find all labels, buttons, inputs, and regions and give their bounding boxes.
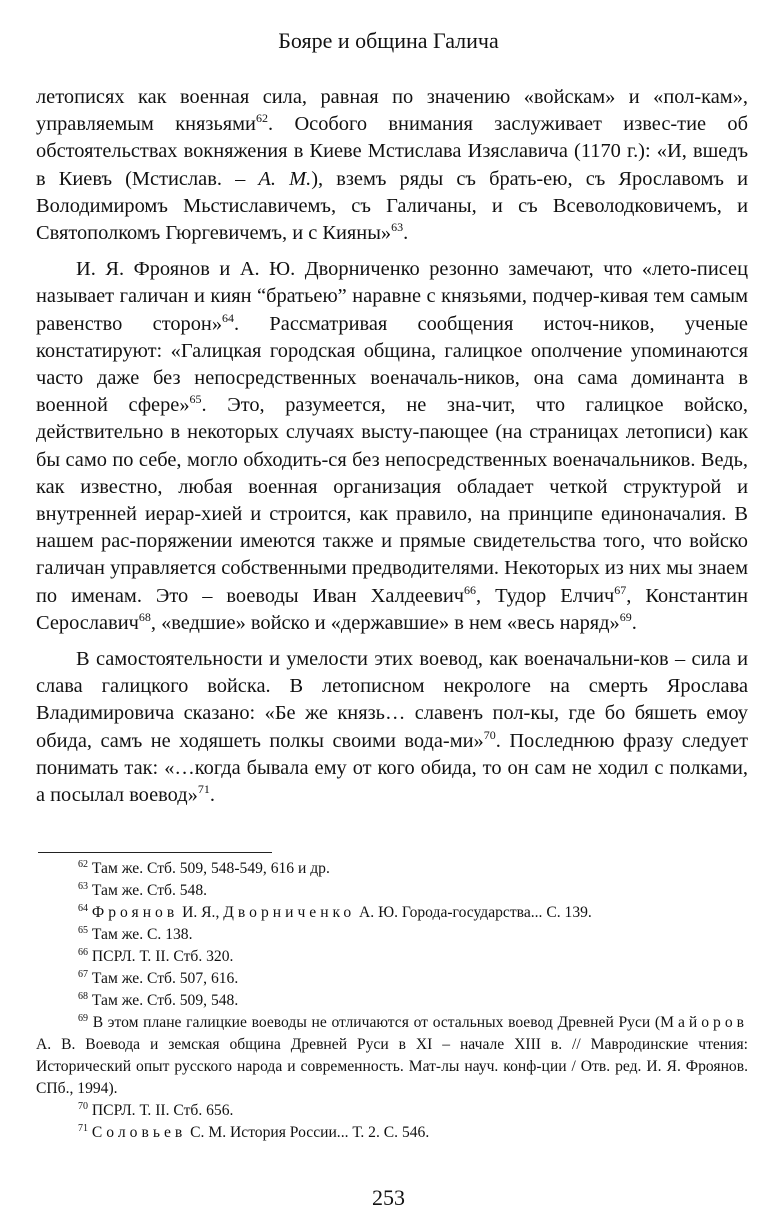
text-run: Там же. Стб. 509, 548. <box>91 992 239 1009</box>
author-surname: Дворниченко <box>223 904 356 921</box>
text-run: . <box>209 784 215 807</box>
footnote <box>36 990 748 1012</box>
footnote-number: 63 <box>78 880 88 892</box>
text-run: ПСРЛ. Т. II. Стб. 656. <box>91 1102 234 1119</box>
paragraph <box>36 256 748 637</box>
author-surname: Майоров <box>660 1014 748 1031</box>
footnote-ref: 69 <box>619 610 632 625</box>
footnote-ref: 67 <box>614 582 627 597</box>
footnote <box>36 858 748 880</box>
footnote-ref: 70 <box>483 727 496 742</box>
footnote <box>36 968 748 990</box>
footnote-number: 65 <box>78 924 88 936</box>
footnote-number: 71 <box>78 1122 88 1134</box>
text-run: , Константин Серославич <box>36 584 748 634</box>
text-run: . Рассматривая сообщения источ-ников, ученые констатируют: «Галицкая городская община, галицкое ополчение упоминаются часто даже без непосредственных военачаль-ников, она сама доминанта в военной сфере» <box>36 312 748 417</box>
footnote-number: 64 <box>78 902 88 914</box>
footnote-number: 70 <box>78 1100 88 1112</box>
text-run: И. Я. Фроянов и А. Ю. Дворниченко резонно замечают, что «лето-писец называет галичан и киян “братьею” наравне с князьями, подчер-кивая тем самым равенство сторон» <box>36 258 748 335</box>
text-run: С. М. История России... Т. 2. С. 546. <box>186 1124 430 1141</box>
text-run: А. Ю. Города-государства... С. 139. <box>355 904 592 921</box>
text-run: А. В. Воевода и земская община Древней Руси в XI – начале XIII в. // Мавродинские чтения: Исторический опыт русского народа и современность. Мат-лы науч. конф-ции / Отв. ред. И. Я. Фроянов. СПб., 1994). <box>36 1036 748 1097</box>
footnote-ref: 66 <box>464 582 477 597</box>
text-run: . Это, разумеется, не зна-чит, что галицкое войско, действительно в некоторых случаях высту-пающее (на страницах летописи) как бы само по себе, могло обходить-ся без непосредственных военачальников. Ведь, как известно, любая военная организация обладает четкой структурой и внутренней иерар-хией и строится, как правило, на принципе единоначалия. В нашем рас-поряжении имеются также и прямые свидетельства того, что войско галичан управляется собственными предводителями. Некоторых из них мы знаем по именам. Это – воеводы Иван Халдеевич <box>36 394 748 607</box>
footnote-number: 62 <box>78 858 88 870</box>
footnote-number: 69 <box>78 1012 88 1024</box>
text-run: Там же. Стб. 507, 616. <box>91 970 239 987</box>
footnote <box>36 946 748 968</box>
text-run: ПСРЛ. Т. II. Стб. 320. <box>91 948 234 965</box>
footnote-number: 66 <box>78 946 88 958</box>
text-run: Там же. Стб. 509, 548-549, 616 и др. <box>91 860 330 877</box>
footnote <box>36 1012 748 1100</box>
footnote-ref: 68 <box>138 610 151 625</box>
footnote-ref: 65 <box>189 392 202 407</box>
footnotes <box>36 858 748 1144</box>
page-number: 253 <box>372 1185 405 1210</box>
footnote-number: 68 <box>78 990 88 1002</box>
footnote-ref: 63 <box>391 220 404 235</box>
text-run: Там же. С. 138. <box>91 926 193 943</box>
footnote <box>36 880 748 902</box>
footnote-number: 67 <box>78 968 88 980</box>
body-text <box>36 84 748 809</box>
author-surname: Фроянов <box>91 904 179 921</box>
text-run: . Особого внимания заслуживает извес-тие об обстоятельствах вокняжения в Киеве Мстислава Изяславича (1170 г.): «И, вшедъ в Киевъ (Мстислав. – <box>36 113 749 190</box>
footnote-ref: 64 <box>222 310 235 325</box>
text-run: летописях как военная сила, равная по значению «войскам» и «пол-кам», управляемым князьями <box>36 86 748 136</box>
text-run: , Тудор Елчич <box>476 584 615 607</box>
text-run: ), вземъ ряды съ брать-ею, съ Ярославомъ и Володимиромъ Мьстиславичемъ, съ Галичаны, и съ Всеволодковичемъ, и Святополкомъ Гюргевичемъ, и с Кияны» <box>36 167 748 245</box>
footnote-ref: 62 <box>255 111 268 126</box>
text-run: В этом плане галицкие воеводы не отличаются от остальных воевод Древней Руси ( <box>92 1014 661 1031</box>
footnote-ref: 71 <box>197 782 210 797</box>
footnote <box>36 1122 748 1144</box>
author-surname: Соловьев <box>91 1124 187 1141</box>
paragraph <box>36 646 748 809</box>
text-run: Там же. Стб. 548. <box>91 882 208 899</box>
editor-initials: А. М. <box>258 167 312 190</box>
text-run: . <box>631 611 637 634</box>
footnote-separator <box>38 852 272 853</box>
text-run: И. Я., <box>178 904 224 921</box>
footnote <box>36 902 748 924</box>
running-head: Бояре и община Галича <box>278 28 499 53</box>
footnote <box>36 924 748 946</box>
text-run: . <box>403 222 409 245</box>
text-run: , «ведшие» войско и «державшие» в нем «весь наряд» <box>150 611 620 634</box>
text-run: В самостоятельности и умелости этих воевод, как военачальни-ков – сила и слава галицкого войска. В летописном некрологе на смерть Ярослава Владимировича сказано: «Бе же князь… славенъ пол-кы, где бо бяшеть емоу обида, самъ не ходяшеть полкы своими вода-ми» <box>36 648 748 752</box>
footnote <box>36 1100 748 1122</box>
text-run: . Последнюю фразу следует понимать так: «…когда бывала ему от кого обида, то он сам не ходил с полками, а посылал воевод» <box>36 729 748 807</box>
paragraph <box>36 84 748 247</box>
